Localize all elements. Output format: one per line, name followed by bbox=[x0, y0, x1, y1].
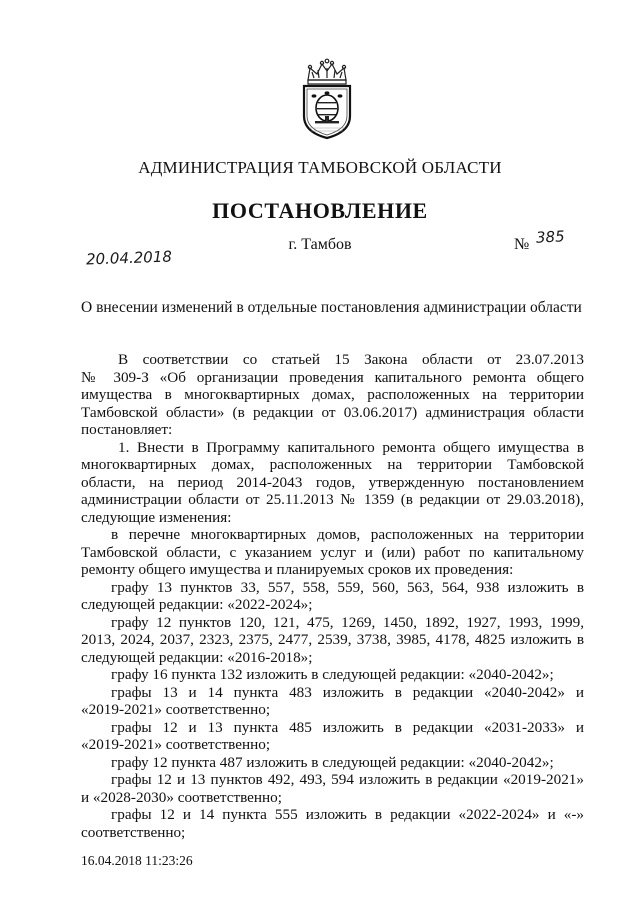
body-line: ремонту общего имущества и планируемых сроков их проведения: bbox=[81, 561, 514, 578]
body-line: графы 12 и 14 пункта 555 изложить в редакции «2022-2024» и «-» bbox=[111, 806, 584, 823]
body-line: «2019-2021» соответственно; bbox=[81, 736, 271, 753]
body-line: 2013, 2024, 2037, 2323, 2375, 2477, 2539, 3738, 3985, 4178, 4825 изложить в bbox=[81, 631, 584, 648]
document-type-title: ПОСТАНОВЛЕНИЕ bbox=[212, 198, 428, 223]
document-subject: О внесении изменений в отдельные постановления администрации области bbox=[81, 299, 582, 316]
body-line: имущества в многоквартирных домах, расположенных на территории bbox=[81, 386, 584, 403]
document-body bbox=[81, 351, 584, 841]
body-line: области, на период 2014-2043 годов, утвержденную постановлением bbox=[81, 473, 584, 491]
body-line: Тамбовской области» (в редакции от 03.06.2017) администрация области bbox=[81, 403, 584, 421]
body-line: постановляет: bbox=[81, 421, 173, 438]
body-line: графы 13 и 14 пункта 483 изложить в редакции «2040-2042» и bbox=[111, 683, 584, 701]
body-line: графу 16 пункта 132 изложить в следующей редакции: «2040-2042»; bbox=[111, 666, 554, 683]
body-line: администрации области от 25.11.2013 № 1359 (в редакции от 29.03.2018), bbox=[81, 491, 584, 508]
handwritten-number: 385 bbox=[535, 227, 566, 247]
body-line: соответственно; bbox=[81, 823, 186, 841]
body-line: многоквартирных домах, расположенных на территории Тамбовской bbox=[81, 456, 584, 473]
body-line: графы 12 и 13 пунктов 492, 493, 594 изложить в редакции «2019-2021» bbox=[111, 771, 584, 788]
body-line: 1. Внести в Программу капитального ремонта общего имущества в bbox=[118, 438, 584, 456]
body-line: и «2028-2030» соответственно; bbox=[81, 788, 282, 806]
body-line: графу 12 пункта 487 изложить в следующей редакции: «2040-2042»; bbox=[111, 753, 554, 771]
body-line: Тамбовской области, с указанием услуг и (или) работ по капитальному bbox=[81, 543, 584, 561]
organization-title: АДМИНИСТРАЦИЯ ТАМБОВСКОЙ ОБЛАСТИ bbox=[138, 158, 502, 177]
body-line: графу 12 пунктов 120, 121, 475, 1269, 1450, 1892, 1927, 1993, 1999, bbox=[111, 613, 584, 631]
body-line: следующие изменения: bbox=[81, 508, 232, 526]
number-label: № bbox=[514, 236, 530, 253]
body-line: В соответствии со статьей 15 Закона области от 23.07.2013 bbox=[118, 351, 584, 368]
handwritten-date: 20.04.2018 bbox=[85, 247, 173, 269]
body-line: в перечне многоквартирных домов, расположенных на территории bbox=[111, 526, 584, 543]
coat-of-arms-icon bbox=[298, 58, 356, 140]
body-line: следующей редакции: «2022-2024»; bbox=[81, 596, 313, 613]
footer-timestamp: 16.04.2018 11:23:26 bbox=[81, 853, 193, 868]
body-line: «2019-2021» соответственно; bbox=[81, 701, 271, 718]
body-line: графы 12 и 13 пункта 485 изложить в редакции «2031-2033» и bbox=[111, 718, 584, 736]
city-label: г. Тамбов bbox=[288, 236, 352, 253]
body-line: следующей редакции: «2016-2018»; bbox=[81, 648, 313, 666]
body-line: № 309-З «Об организации проведения капитального ремонта общего bbox=[81, 368, 584, 386]
body-line: графу 13 пунктов 33, 557, 558, 559, 560, 563, 564, 938 изложить в bbox=[111, 578, 584, 596]
